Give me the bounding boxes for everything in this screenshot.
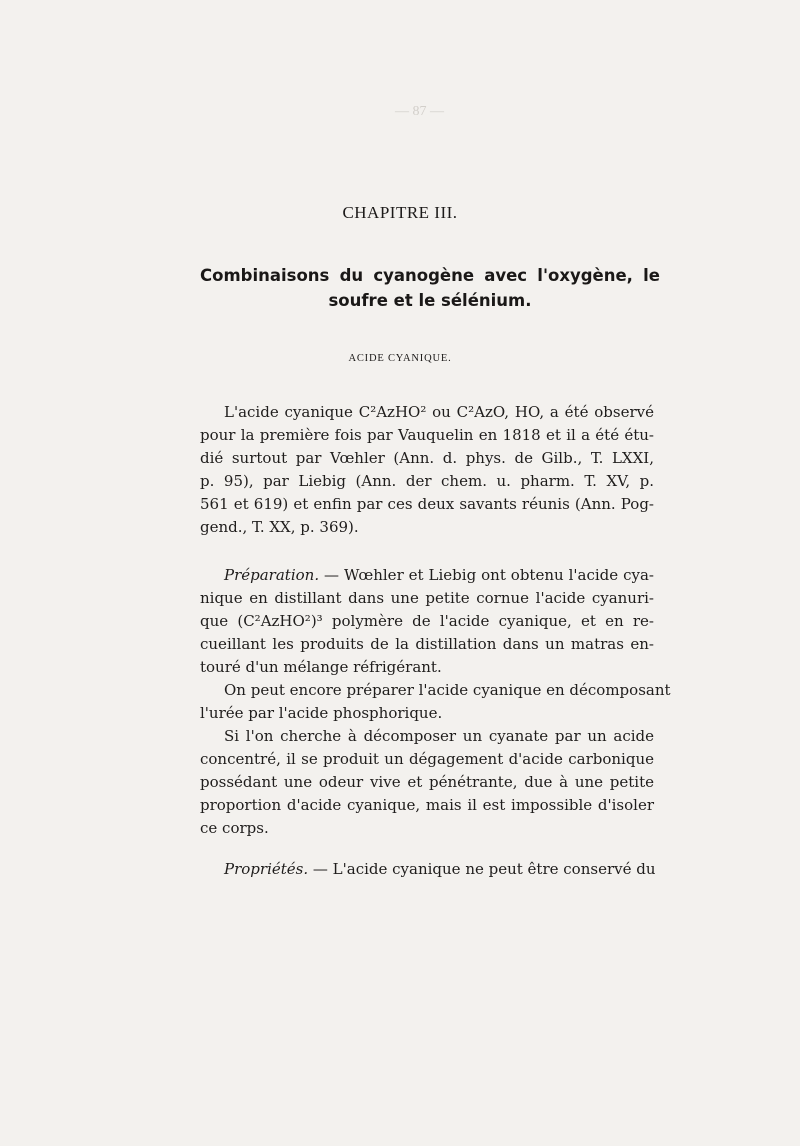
text-line: On peut encore préparer l'acide cyanique en décomposant	[224, 681, 671, 699]
text-line: concentré, il se produit un dégagement d'acide carbonique	[200, 750, 654, 768]
text-line: proportion d'acide cyanique, mais il est impossible d'isoler	[200, 796, 654, 814]
properties-label: Propriétés.	[224, 860, 309, 878]
text-line-rest: — L'acide cyanique ne peut être conservé du	[308, 860, 656, 878]
text-line-rest: — Wœhler et Liebig ont obtenu l'acide cya-	[319, 566, 654, 584]
paragraph-cyanate	[200, 725, 654, 840]
chapter-title-line-2: soufre et le sélénium.	[328, 291, 532, 310]
bleed-through-texture: — 87 —	[395, 104, 444, 119]
chapter-title-line-1: Combinaisons du cyanogène avec l'oxygène, le	[200, 266, 660, 285]
text-line: 561 et 619) et enfin par ces deux savants réunis (Ann. Pog-	[200, 495, 654, 513]
text-line: touré d'un mélange réfrigérant.	[200, 658, 442, 676]
section-heading: ACIDE CYANIQUE.	[348, 353, 452, 364]
paragraph-properties	[200, 858, 654, 881]
text-line: L'acide cyanique C²AzHO² ou C²AzO, HO, a été observé	[224, 403, 654, 421]
text-line: possédant une odeur vive et pénétrante, due à une petite	[200, 773, 654, 791]
paragraph-preparation	[200, 564, 654, 679]
text-line	[200, 564, 654, 587]
text-line: ce corps.	[200, 819, 269, 837]
text-line: l'urée par l'acide phosphorique.	[200, 704, 443, 722]
preparation-label: Préparation.	[224, 566, 320, 584]
text-line: cueillant les produits de la distillation dans un matras en-	[200, 635, 654, 653]
text-line	[200, 858, 654, 881]
text-line: p. 95), par Liebig (Ann. der chem. u. pharm. T. XV, p.	[200, 472, 654, 490]
text-line: gend., T. XX, p. 369).	[200, 518, 359, 536]
text-line: Si l'on cherche à décomposer un cyanate par un acide	[224, 727, 654, 745]
paragraph-urea	[200, 679, 671, 725]
chapter-title	[200, 263, 660, 313]
text-line: que (C²AzHO²)³ polymère de l'acide cyanique, et en re-	[200, 612, 654, 630]
text-line: dié surtout par Vœhler (Ann. d. phys. de Gilb., T. LXXI,	[200, 449, 654, 467]
chapter-heading: CHAPITRE III.	[342, 203, 458, 222]
text-line: pour la première fois par Vauquelin en 1818 et il a été étu-	[200, 426, 654, 444]
paragraph-history	[200, 401, 654, 539]
text-line: nique en distillant dans une petite cornue l'acide cyanuri-	[200, 589, 654, 607]
